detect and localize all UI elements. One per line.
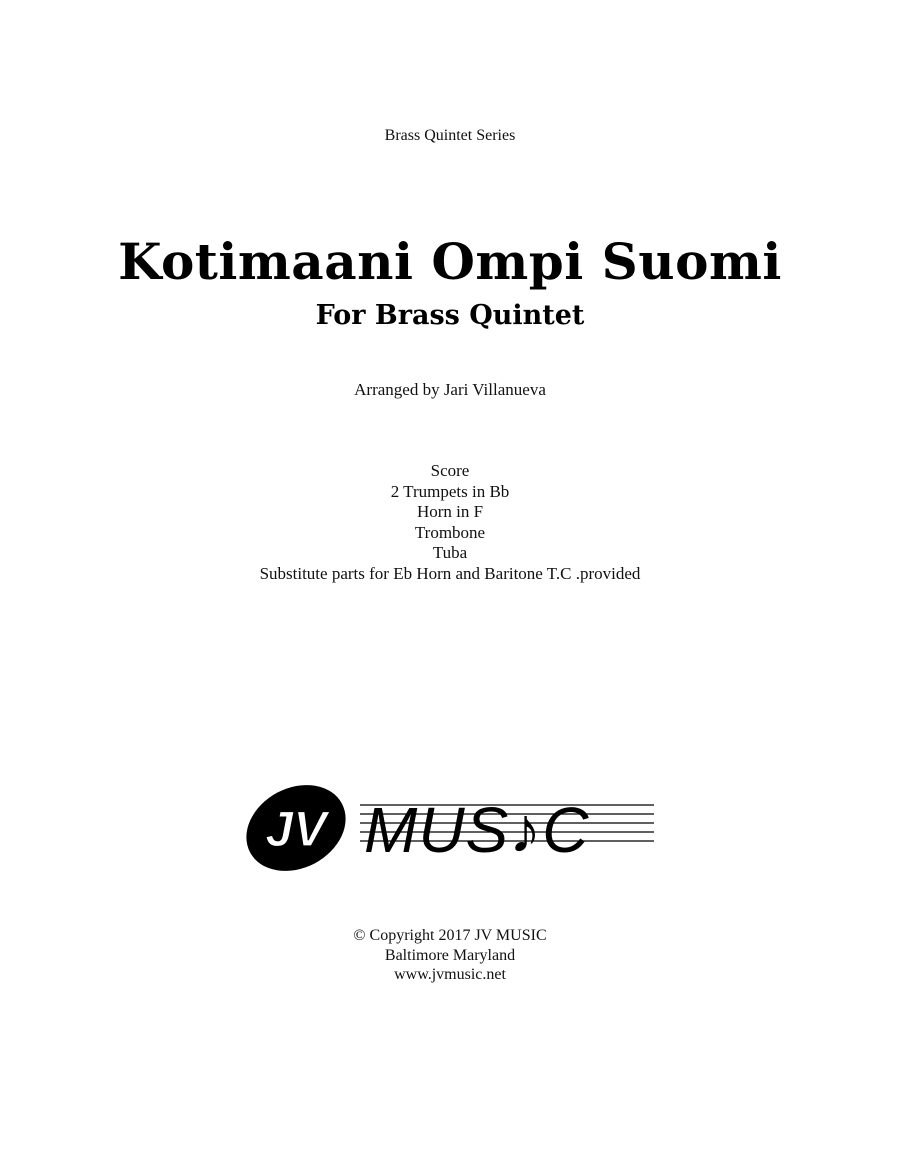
jv-music-logo <box>240 768 660 888</box>
contents-item-score: Score <box>430 461 470 480</box>
contents-item-tuba: Tuba <box>432 543 468 562</box>
series-label: Brass Quintet Series <box>384 127 516 144</box>
footer <box>0 926 900 985</box>
logo-mark: JV <box>265 801 327 857</box>
contents-item-horn: Horn in F <box>416 502 484 521</box>
page-title: Kotimaani Ompi Suomi <box>118 232 782 291</box>
logo-word: MUS♪C <box>364 794 590 866</box>
contents-item-trumpets: 2 Trumpets in Bb <box>390 481 510 501</box>
page-subtitle: For Brass Quintet <box>315 300 585 331</box>
contents-item-trombone: Trombone <box>414 522 486 542</box>
contents-list <box>0 461 900 584</box>
copyright-text: © Copyright 2017 JV MUSIC <box>353 927 547 944</box>
arranger-credit: Arranged by Jari Villanueva <box>354 380 546 399</box>
contents-item-substitutes: Substitute parts for Eb Horn and Baritone T.C .provided <box>259 563 641 583</box>
location-text: Baltimore Maryland <box>384 946 516 964</box>
website-link[interactable]: www.jvmusic.net <box>394 966 506 983</box>
